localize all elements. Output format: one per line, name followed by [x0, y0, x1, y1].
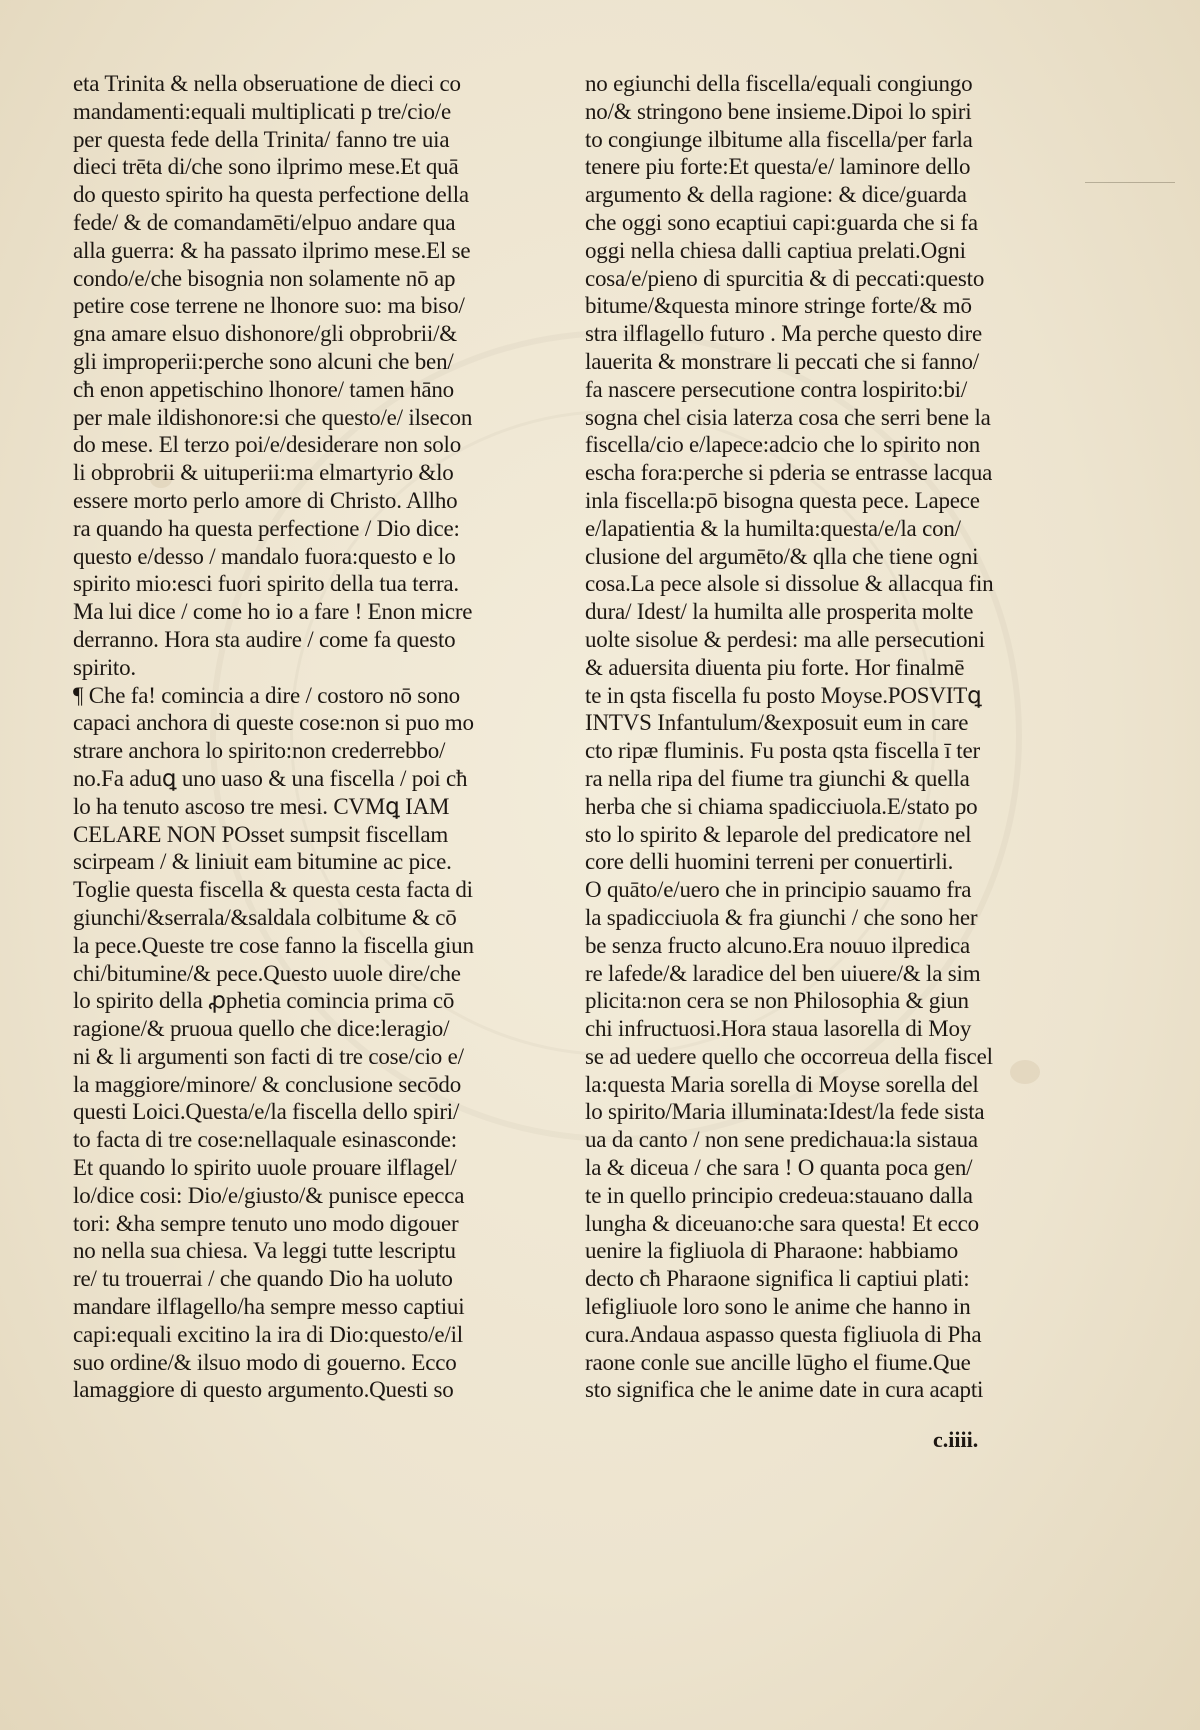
text-line: lo ha tenuto ascoso tre mesi. CVMꝗ IAM [73, 793, 450, 819]
text-line: dura/ Idest/ la humilta alle prosperita molte [585, 599, 974, 625]
text-line: te in qsta fiscella fu posto Moyse.POSVITꝗ [585, 682, 982, 708]
folio-signature: c.iiii. [933, 1427, 979, 1452]
text-line: li obprobrii & uituperii:ma elmartyrio &lo [73, 460, 454, 486]
margin-mark [1085, 182, 1175, 183]
text-line: cto ripæ fluminis. Fu posta qsta fiscella ī ter [585, 738, 980, 764]
text-line: lauerita & monstrare li peccati che si fanno/ [585, 348, 979, 374]
text-line: eta Trinita & nella obseruatione de dieci co [73, 71, 461, 96]
text-line: che oggi sono ecaptiui capi:guarda che si fa [585, 209, 978, 235]
text-line: CELARE NON POsset sumpsit fiscellam [73, 821, 449, 847]
text-line: tori: &ha sempre tenuto uno modo digouer [73, 1210, 459, 1236]
text-line: chi/bitumine/& pece.Questo uuole dire/che [73, 960, 461, 986]
text-line: essere morto perlo amore di Christo. Allho [73, 487, 458, 513]
text-line: uolte sisolue & perdesi: ma alle persecutioni [585, 626, 985, 652]
text-line: gna amare elsuo dishonore/gli obprobrii/& [73, 321, 457, 347]
text-line: se ad uedere quello che occorreua della fiscel [585, 1043, 993, 1069]
text-line: dieci trēta di/che sono ilprimo mese.Et quā [73, 154, 459, 180]
text-line: no nella sua chiesa. Va leggi tutte lescriptu [73, 1238, 456, 1264]
text-line: alla guerra: & ha passato ilprimo mese.El se [73, 237, 471, 263]
text-line: re/ tu trouerrai / che quando Dio ha uoluto [73, 1266, 453, 1292]
text-line: re lafede/& laradice del ben uiuere/& la sim [585, 960, 981, 986]
text-line: INTVS Infantulum/&exposuit eum in care [585, 710, 969, 736]
text-line: spirito mio:esci fuori spirito della tua terra. [73, 571, 459, 597]
text-line: do mese. El terzo poi/e/desiderare non solo [73, 432, 462, 458]
text-line: fiscella/cio e/lapece:adcio che lo spirito non [585, 432, 981, 458]
text-line: petire cose terrene ne lhonore suo: ma biso/ [73, 293, 465, 319]
text-line: cosa.La pece alsole si dissolue & allacqua fin [585, 571, 994, 597]
text-line: per questa fede della Trinita/ fanno tre uia [73, 126, 450, 152]
text-line: O quāto/e/uero che in principio sauamo fra [585, 877, 972, 903]
text-line: gli improperii:perche sono alcuni che ben/ [73, 348, 454, 374]
text-line: core delli huomini terreni per conuertirli. [585, 849, 954, 875]
text-line: uenire la figliuola di Pharaone: habbiamo [585, 1238, 959, 1264]
text-line: clusione del argumēto/& qlla che tiene ogni [585, 543, 979, 569]
text-line: fa nascere persecutione contra lospirito:bi/ [585, 376, 968, 402]
left-text-column [73, 70, 543, 1404]
text-line: argumento & della ragione: & dice/guarda [585, 182, 967, 208]
text-line: lamaggiore di questo argumento.Questi so [73, 1377, 454, 1403]
text-line: inla fiscella:pō bisogna questa pece. Lapece [585, 487, 980, 513]
text-line: lo/dice cosi: Dio/e/giusto/& punisce epecca [73, 1182, 465, 1208]
text-line: sto lo spirito & leparole del predicatore nel [585, 821, 972, 847]
text-line: lo spirito/Maria illuminata:Idest/la fede sista [585, 1099, 985, 1125]
text-line: ragione/& pruoua quello che dice:leragio/ [73, 1016, 450, 1042]
text-line: no/& stringono bene insieme.Dipoi lo spiri [585, 98, 972, 124]
text-line: sto significa che le anime date in cura acapti [585, 1377, 984, 1403]
text-line: cosa/e/pieno di spurcitia & di peccati:questo [585, 265, 985, 291]
text-line: la:questa Maria sorella di Moyse sorella del [585, 1071, 979, 1097]
text-line: Toglie questa fiscella & questa cesta facta di [73, 877, 473, 903]
text-line: fede/ & de comandamēti/elpuo andare qua [73, 209, 456, 235]
text-line: decto cħ Pharaone significa li captiui plati: [585, 1266, 970, 1292]
text-line: chi infructuosi.Hora staua lasorella di Moy [585, 1016, 972, 1042]
text-line: no.Fa aduꝗ uno uaso & una fiscella / poi cħ [73, 765, 468, 791]
text-line: scirpeam / & liniuit eam bitumine ac pice. [73, 849, 452, 875]
text-line: mandare ilflagello/ha sempre messo captiui [73, 1294, 465, 1320]
text-line: questi Loici.Questa/e/la fiscella dello spiri/ [73, 1099, 460, 1125]
text-line: la & diceua / che sara ! O quanta poca gen/ [585, 1155, 973, 1181]
text-line: questo e/desso / mandalo fuora:questo e lo [73, 543, 456, 569]
text-line: giunchi/&serrala/&saldala colbitume & cō [73, 904, 457, 930]
text-line: strare anchora lo spirito:non crederrebbo/ [73, 738, 446, 764]
text-line: tenere piu forte:Et questa/e/ laminore dello [585, 154, 971, 180]
text-line: la maggiore/minore/ & conclusione secōdo [73, 1071, 461, 1097]
text-line: lefigliuole loro sono le anime che hanno in [585, 1294, 971, 1320]
text-line: lo spirito della ꝓphetia comincia prima cō [73, 988, 455, 1014]
text-line: plicita:non cera se non Philosophia & giun [585, 988, 969, 1014]
text-line: cħ enon appetischino lhonore/ tamen hāno [73, 376, 454, 402]
text-line: mandamenti:equali multiplicati p tre/cio/e [73, 98, 452, 124]
text-line: lungha & diceuano:che sara questa! Et ecco [585, 1210, 979, 1236]
text-line: condo/e/che bisognia non solamente nō ap [73, 265, 456, 291]
text-line: ua da canto / non sene predichaua:la sistaua [585, 1127, 978, 1153]
text-line: no egiunchi della fiscella/equali congiungo [585, 71, 973, 96]
text-line: Ma lui dice / come ho io a fare ! Enon micre [73, 599, 473, 625]
text-line: spirito. [73, 654, 136, 680]
text-line: sogna chel cisia laterza cosa che serri bene la [585, 404, 991, 430]
text-line: capi:equali excitino la ira di Dio:questo/e/il [73, 1321, 463, 1347]
text-line: cura.Andaua aspasso questa figliuola di Pha [585, 1321, 982, 1347]
text-line: raone conle sue ancille lūgho el fiume.Que [585, 1349, 971, 1375]
text-line: e/lapatientia & la humilta:questa/e/la con/ [585, 515, 961, 541]
text-line: Et quando lo spirito uuole prouare ilflagel/ [73, 1155, 457, 1181]
text-line: ¶ Che fa! comincia a dire / costoro nō sono [73, 682, 460, 708]
right-text-column [585, 70, 1055, 1404]
text-line: to congiunge ilbitume alla fiscella/per farla [585, 126, 973, 152]
text-line: per male ildishonore:si che questo/e/ ilsecon [73, 404, 473, 430]
text-line: derranno. Hora sta audire / come fa questo [73, 626, 456, 652]
text-line: stra ilflagello futuro . Ma perche questo dire [585, 321, 982, 347]
text-line: oggi nella chiesa dalli captiua prelati.Ogni [585, 237, 966, 263]
text-line: & aduersita diuenta piu forte. Hor finalmē [585, 654, 965, 680]
text-line: la pece.Queste tre cose fanno la fiscella giun [73, 932, 474, 958]
text-line: escha fora:perche si pderia se entrasse lacqua [585, 460, 993, 486]
text-line: ni & li argumenti son facti di tre cose/cio e/ [73, 1043, 464, 1069]
text-line: herba che si chiama spadicciuola.E/stato po [585, 793, 978, 819]
text-line: ra quando ha questa perfectione / Dio dice: [73, 515, 460, 541]
text-line: be senza fructo alcuno.Era nouuo ilpredica [585, 932, 970, 958]
text-line: ra nella ripa del fiume tra giunchi & quella [585, 765, 970, 791]
text-line: capaci anchora di queste cose:non si puo mo [73, 710, 474, 736]
text-line: la spadicciuola & fra giunchi / che sono her [585, 904, 978, 930]
text-line: te in quello principio credeua:stauano dalla [585, 1182, 973, 1208]
text-line: do questo spirito ha questa perfectione della [73, 182, 469, 208]
text-line: to facta di tre cose:nellaquale esinasconde: [73, 1127, 457, 1153]
text-line: suo ordine/& ilsuo modo di gouerno. Ecco [73, 1349, 457, 1375]
text-line: bitume/&questa minore stringe forte/& mō [585, 293, 972, 319]
